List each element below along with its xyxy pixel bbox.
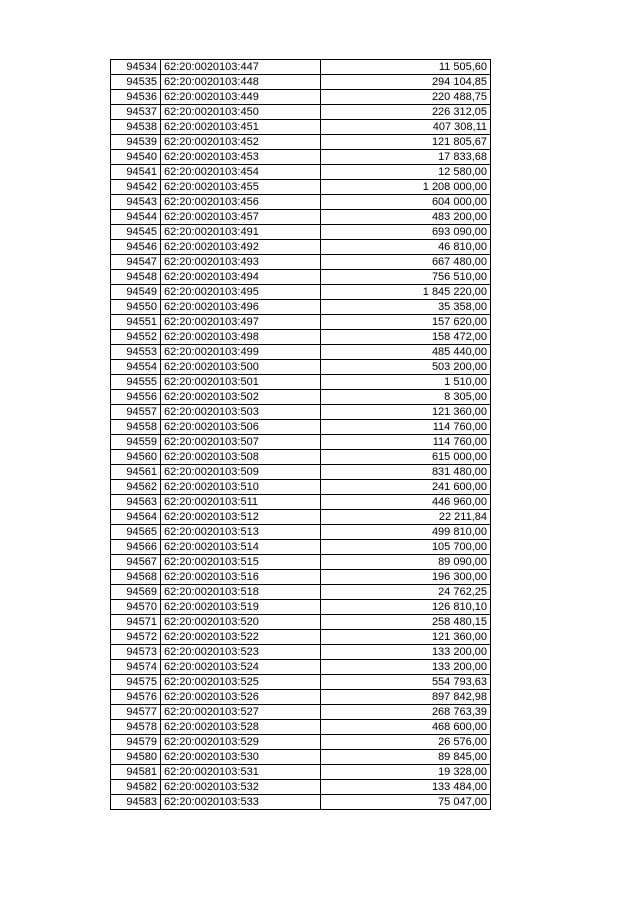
amount-cell: 158 472,00 [321, 330, 491, 345]
cadastral-code-cell: 62:20:0020103:450 [161, 105, 321, 120]
table-row [111, 285, 491, 300]
cadastral-code-cell: 62:20:0020103:497 [161, 315, 321, 330]
table-row [111, 75, 491, 90]
amount-cell: 11 505,60 [321, 60, 491, 75]
table-row [111, 195, 491, 210]
cadastral-code-cell: 62:20:0020103:449 [161, 90, 321, 105]
amount-cell: 468 600,00 [321, 720, 491, 735]
amount-cell: 12 580,00 [321, 165, 491, 180]
amount-cell: 294 104,85 [321, 75, 491, 90]
row-number-cell: 94572 [111, 630, 161, 645]
table-row [111, 465, 491, 480]
table-row [111, 345, 491, 360]
row-number-cell: 94548 [111, 270, 161, 285]
row-number-cell: 94552 [111, 330, 161, 345]
cadastral-code-cell: 62:20:0020103:455 [161, 180, 321, 195]
row-number-cell: 94546 [111, 240, 161, 255]
amount-cell: 226 312,05 [321, 105, 491, 120]
amount-cell: 831 480,00 [321, 465, 491, 480]
amount-cell: 503 200,00 [321, 360, 491, 375]
cadastral-code-cell: 62:20:0020103:524 [161, 660, 321, 675]
row-number-cell: 94570 [111, 600, 161, 615]
amount-cell: 446 960,00 [321, 495, 491, 510]
table-row [111, 495, 491, 510]
amount-cell: 89 090,00 [321, 555, 491, 570]
row-number-cell: 94566 [111, 540, 161, 555]
row-number-cell: 94534 [111, 60, 161, 75]
table-row [111, 375, 491, 390]
amount-cell: 1 510,00 [321, 375, 491, 390]
cadastral-code-cell: 62:20:0020103:452 [161, 135, 321, 150]
table-row [111, 315, 491, 330]
row-number-cell: 94553 [111, 345, 161, 360]
table-row [111, 705, 491, 720]
row-number-cell: 94568 [111, 570, 161, 585]
amount-cell: 693 090,00 [321, 225, 491, 240]
amount-cell: 604 000,00 [321, 195, 491, 210]
table-row [111, 735, 491, 750]
cadastral-code-cell: 62:20:0020103:516 [161, 570, 321, 585]
row-number-cell: 94547 [111, 255, 161, 270]
amount-cell: 483 200,00 [321, 210, 491, 225]
table-row [111, 660, 491, 675]
cadastral-code-cell: 62:20:0020103:533 [161, 795, 321, 810]
cadastral-code-cell: 62:20:0020103:528 [161, 720, 321, 735]
table-row [111, 105, 491, 120]
cadastral-code-cell: 62:20:0020103:448 [161, 75, 321, 90]
cadastral-code-cell: 62:20:0020103:519 [161, 600, 321, 615]
cadastral-code-cell: 62:20:0020103:507 [161, 435, 321, 450]
table-row [111, 675, 491, 690]
cadastral-code-cell: 62:20:0020103:508 [161, 450, 321, 465]
cadastral-code-cell: 62:20:0020103:520 [161, 615, 321, 630]
amount-cell: 35 358,00 [321, 300, 491, 315]
amount-cell: 133 200,00 [321, 645, 491, 660]
cadastral-code-cell: 62:20:0020103:503 [161, 405, 321, 420]
row-number-cell: 94544 [111, 210, 161, 225]
table-row [111, 270, 491, 285]
amount-cell: 121 360,00 [321, 630, 491, 645]
amount-cell: 897 842,98 [321, 690, 491, 705]
amount-cell: 499 810,00 [321, 525, 491, 540]
row-number-cell: 94564 [111, 510, 161, 525]
row-number-cell: 94567 [111, 555, 161, 570]
amount-cell: 133 200,00 [321, 660, 491, 675]
cadastral-code-cell: 62:20:0020103:447 [161, 60, 321, 75]
row-number-cell: 94577 [111, 705, 161, 720]
cadastral-code-cell: 62:20:0020103:499 [161, 345, 321, 360]
table-row [111, 390, 491, 405]
cadastral-code-cell: 62:20:0020103:512 [161, 510, 321, 525]
row-number-cell: 94535 [111, 75, 161, 90]
amount-cell: 46 810,00 [321, 240, 491, 255]
cadastral-code-cell: 62:20:0020103:523 [161, 645, 321, 660]
amount-cell: 105 700,00 [321, 540, 491, 555]
amount-cell: 22 211,84 [321, 510, 491, 525]
row-number-cell: 94555 [111, 375, 161, 390]
row-number-cell: 94582 [111, 780, 161, 795]
row-number-cell: 94554 [111, 360, 161, 375]
cadastral-code-cell: 62:20:0020103:511 [161, 495, 321, 510]
cadastral-code-cell: 62:20:0020103:495 [161, 285, 321, 300]
amount-cell: 258 480,15 [321, 615, 491, 630]
table-row [111, 525, 491, 540]
cadastral-code-cell: 62:20:0020103:453 [161, 150, 321, 165]
row-number-cell: 94562 [111, 480, 161, 495]
amount-cell: 157 620,00 [321, 315, 491, 330]
cadastral-code-cell: 62:20:0020103:493 [161, 255, 321, 270]
amount-cell: 24 762,25 [321, 585, 491, 600]
amount-cell: 8 305,00 [321, 390, 491, 405]
cadastral-code-cell: 62:20:0020103:454 [161, 165, 321, 180]
cadastral-code-cell: 62:20:0020103:527 [161, 705, 321, 720]
table-row [111, 405, 491, 420]
cadastral-code-cell: 62:20:0020103:501 [161, 375, 321, 390]
row-number-cell: 94578 [111, 720, 161, 735]
cadastral-code-cell: 62:20:0020103:526 [161, 690, 321, 705]
amount-cell: 196 300,00 [321, 570, 491, 585]
cadastral-code-cell: 62:20:0020103:522 [161, 630, 321, 645]
cadastral-code-cell: 62:20:0020103:518 [161, 585, 321, 600]
row-number-cell: 94542 [111, 180, 161, 195]
cadastral-code-cell: 62:20:0020103:525 [161, 675, 321, 690]
amount-cell: 114 760,00 [321, 420, 491, 435]
row-number-cell: 94573 [111, 645, 161, 660]
cadastral-code-cell: 62:20:0020103:500 [161, 360, 321, 375]
table-row [111, 750, 491, 765]
table-row [111, 765, 491, 780]
table-row [111, 240, 491, 255]
amount-cell: 554 793,63 [321, 675, 491, 690]
table-row [111, 150, 491, 165]
table-row [111, 225, 491, 240]
amount-cell: 121 360,00 [321, 405, 491, 420]
table-row [111, 255, 491, 270]
records-table [110, 59, 491, 810]
cadastral-code-cell: 62:20:0020103:492 [161, 240, 321, 255]
row-number-cell: 94549 [111, 285, 161, 300]
row-number-cell: 94581 [111, 765, 161, 780]
table-row [111, 690, 491, 705]
row-number-cell: 94561 [111, 465, 161, 480]
table-row [111, 720, 491, 735]
row-number-cell: 94575 [111, 675, 161, 690]
row-number-cell: 94579 [111, 735, 161, 750]
row-number-cell: 94539 [111, 135, 161, 150]
table-row [111, 555, 491, 570]
table-row [111, 210, 491, 225]
amount-cell: 126 810,10 [321, 600, 491, 615]
table-body [111, 60, 491, 810]
row-number-cell: 94551 [111, 315, 161, 330]
table-row [111, 300, 491, 315]
row-number-cell: 94537 [111, 105, 161, 120]
row-number-cell: 94563 [111, 495, 161, 510]
cadastral-code-cell: 62:20:0020103:498 [161, 330, 321, 345]
row-number-cell: 94540 [111, 150, 161, 165]
row-number-cell: 94565 [111, 525, 161, 540]
table-row [111, 540, 491, 555]
amount-cell: 268 763,39 [321, 705, 491, 720]
row-number-cell: 94574 [111, 660, 161, 675]
row-number-cell: 94543 [111, 195, 161, 210]
amount-cell: 615 000,00 [321, 450, 491, 465]
cadastral-code-cell: 62:20:0020103:456 [161, 195, 321, 210]
cadastral-code-cell: 62:20:0020103:491 [161, 225, 321, 240]
cadastral-code-cell: 62:20:0020103:502 [161, 390, 321, 405]
table-row [111, 180, 491, 195]
table-row [111, 330, 491, 345]
cadastral-code-cell: 62:20:0020103:496 [161, 300, 321, 315]
cadastral-code-cell: 62:20:0020103:531 [161, 765, 321, 780]
row-number-cell: 94536 [111, 90, 161, 105]
row-number-cell: 94558 [111, 420, 161, 435]
amount-cell: 17 833,68 [321, 150, 491, 165]
table-row [111, 780, 491, 795]
table-row [111, 615, 491, 630]
cadastral-code-cell: 62:20:0020103:514 [161, 540, 321, 555]
table-row [111, 90, 491, 105]
row-number-cell: 94557 [111, 405, 161, 420]
table-row [111, 435, 491, 450]
amount-cell: 667 480,00 [321, 255, 491, 270]
amount-cell: 407 308,11 [321, 120, 491, 135]
table-row [111, 60, 491, 75]
amount-cell: 1 845 220,00 [321, 285, 491, 300]
amount-cell: 241 600,00 [321, 480, 491, 495]
table-row [111, 510, 491, 525]
table-row [111, 480, 491, 495]
row-number-cell: 94569 [111, 585, 161, 600]
row-number-cell: 94538 [111, 120, 161, 135]
amount-cell: 1 208 000,00 [321, 180, 491, 195]
row-number-cell: 94580 [111, 750, 161, 765]
amount-cell: 89 845,00 [321, 750, 491, 765]
row-number-cell: 94550 [111, 300, 161, 315]
table-row [111, 600, 491, 615]
amount-cell: 75 047,00 [321, 795, 491, 810]
table-row [111, 795, 491, 810]
cadastral-code-cell: 62:20:0020103:515 [161, 555, 321, 570]
amount-cell: 220 488,75 [321, 90, 491, 105]
row-number-cell: 94556 [111, 390, 161, 405]
cadastral-code-cell: 62:20:0020103:532 [161, 780, 321, 795]
table-row [111, 120, 491, 135]
table-row [111, 645, 491, 660]
table-row [111, 420, 491, 435]
cadastral-code-cell: 62:20:0020103:529 [161, 735, 321, 750]
amount-cell: 485 440,00 [321, 345, 491, 360]
table-row [111, 570, 491, 585]
amount-cell: 121 805,67 [321, 135, 491, 150]
table-row [111, 165, 491, 180]
amount-cell: 133 484,00 [321, 780, 491, 795]
amount-cell: 114 760,00 [321, 435, 491, 450]
cadastral-code-cell: 62:20:0020103:509 [161, 465, 321, 480]
cadastral-code-cell: 62:20:0020103:513 [161, 525, 321, 540]
cadastral-code-cell: 62:20:0020103:494 [161, 270, 321, 285]
row-number-cell: 94545 [111, 225, 161, 240]
table-row [111, 360, 491, 375]
cadastral-code-cell: 62:20:0020103:510 [161, 480, 321, 495]
amount-cell: 26 576,00 [321, 735, 491, 750]
row-number-cell: 94541 [111, 165, 161, 180]
amount-cell: 756 510,00 [321, 270, 491, 285]
cadastral-code-cell: 62:20:0020103:451 [161, 120, 321, 135]
row-number-cell: 94560 [111, 450, 161, 465]
row-number-cell: 94576 [111, 690, 161, 705]
row-number-cell: 94583 [111, 795, 161, 810]
table-row [111, 585, 491, 600]
row-number-cell: 94571 [111, 615, 161, 630]
cadastral-code-cell: 62:20:0020103:530 [161, 750, 321, 765]
amount-cell: 19 328,00 [321, 765, 491, 780]
table-row [111, 450, 491, 465]
table-row [111, 135, 491, 150]
cadastral-code-cell: 62:20:0020103:506 [161, 420, 321, 435]
row-number-cell: 94559 [111, 435, 161, 450]
cadastral-code-cell: 62:20:0020103:457 [161, 210, 321, 225]
table-row [111, 630, 491, 645]
